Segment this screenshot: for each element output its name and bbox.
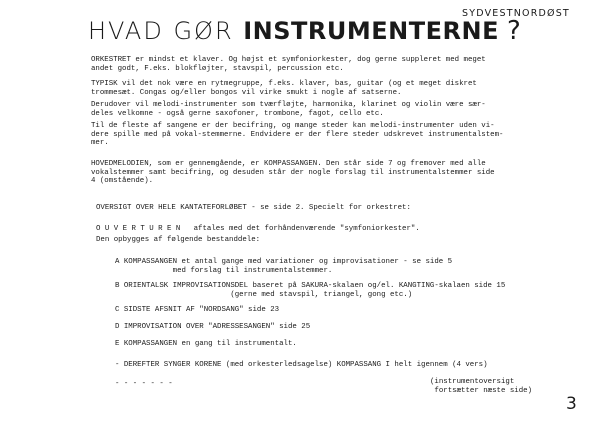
list-item-e: E KOMPASSANGEN en gang til instrumentalt. <box>115 340 297 348</box>
overture-line: O U V E R T U R E N aftales med det forhåndenværende "symfoniorkester". <box>96 225 420 233</box>
title-question-mark: ? <box>506 16 521 46</box>
region-label: SYDVESTNORDØST <box>462 8 570 19</box>
title-text <box>88 17 499 45</box>
paragraph-main-melody: HOVEDMELODIEN, som er gennemgående, er KOMPASSANGEN. Den står side 7 og fremover med alle vokalstemmer samt becifring, og desuden står der nogle forslag til instrumentalstemmer side 4 (omstående). <box>91 160 495 186</box>
overview-heading: OVERSIGT OVER HELE KANTATEFORLØBET - se side 2. Specielt for orkestret: <box>96 204 411 212</box>
list-item-b: B ORIENTALSK IMPROVISATIONSDEL baseret på SAKURA-skalaen og/el. KANGTING-skalaen side 15 (gerne med stavspil, triangel, gong etc.) <box>115 282 506 299</box>
paragraph-melody-instruments: Derudover vil melodi-instrumenter som tværfløjte, harmonika, klarinet og violin være sær- deles velkomne - også gerne saxofoner, trombone, fagot, cello etc. <box>91 101 486 118</box>
list-item-c: C SIDSTE AFSNIT AF "NORDSANG" side 23 <box>115 306 280 314</box>
paragraph-orchestra: ORKESTRET er mindst et klaver. Og højst et symfoniorkester, dog gerne suppleret med meget andet godt, F.eks. blokfløjter, stavspil, percussion etc. <box>91 56 486 73</box>
title-part-1: HVAD GØR <box>88 17 244 45</box>
paragraph-becifring: Til de fleste af sangene er der becifring, og mange steder kan melodi-instrumenter uden vi- dere spille med på vokal-stemmerne. Endvidere er der flere steder udskrevet instrumentalstem- mer. <box>91 122 504 148</box>
paragraph-typical: TYPISK vil det nok være en rytmegruppe, f.eks. klaver, bas, guitar (og et meget diskret trommesæt. Congas og/eller bongos vil virke smukt i nogle af satserne. <box>91 80 477 97</box>
closing-line: - DEREFTER SYNGER KORENE (med orkesterledsagelse) KOMPASSANG I helt igennem (4 vers) <box>115 361 488 369</box>
page-title <box>88 14 521 48</box>
dash-separator: - - - - - - - <box>115 380 173 388</box>
title-part-2: INSTRUMENTERNE <box>243 17 499 45</box>
list-item-d: D IMPROVISATION OVER "ADRESSESANGEN" side 25 <box>115 323 311 331</box>
overture-intro: Den opbygges af følgende bestanddele: <box>96 236 261 244</box>
page-number: 3 <box>566 394 577 414</box>
continuation-note: (instrumentoversigt fortsætter næste side) <box>430 378 533 395</box>
list-item-a: A KOMPASSANGEN et antal gange med variationer og improvisationer - se side 5 med forslag til instrumentalstemmer. <box>115 258 453 275</box>
